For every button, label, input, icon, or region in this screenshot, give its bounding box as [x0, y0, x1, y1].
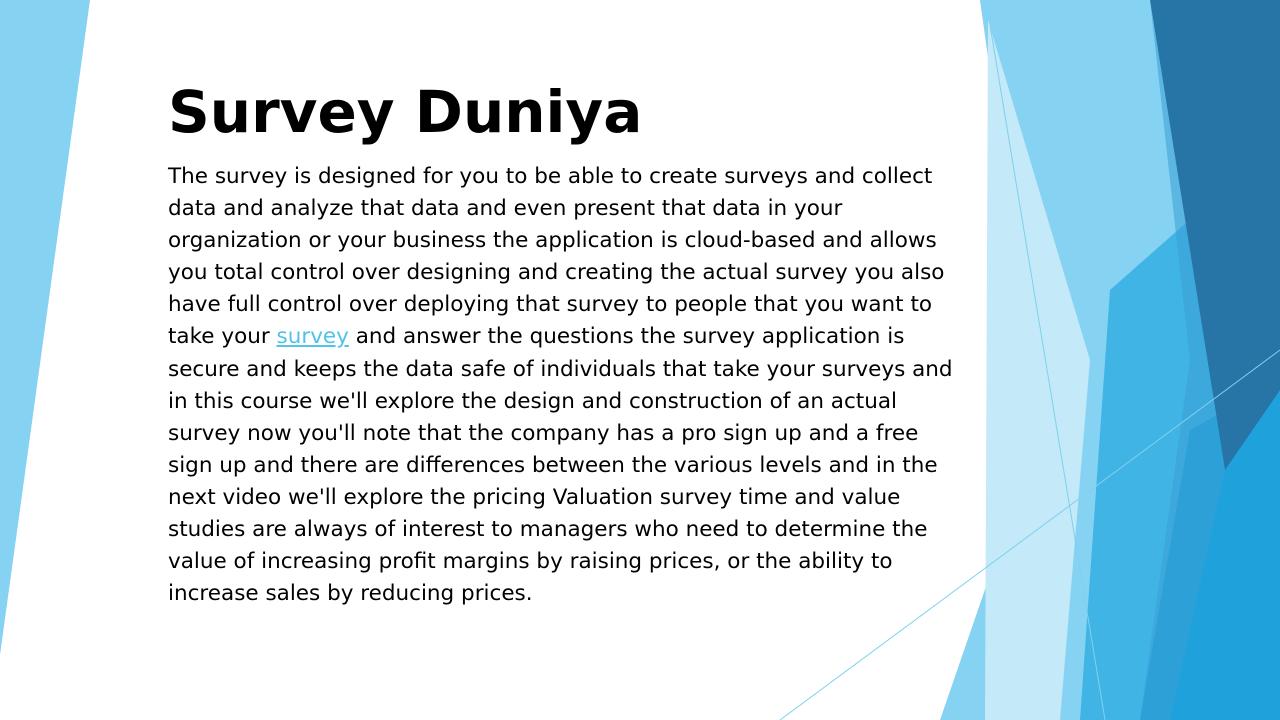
body-text-before-link: The survey is designed for you to be able to create surveys and collect data and analyze that data and even present that data in your organization or your business the application is cloud-based and allows you total control over designing and creating the actual survey you also have full control over deploying that survey to people that you want to take your: [168, 164, 945, 350]
slide-body-text: [168, 161, 968, 610]
body-text-after-link: and answer the questions the survey application is secure and keeps the data safe of individuals that take your surveys and in this course we'll explore the design and construction of an actual survey now you'll note that the company has a pro sign up and a free sign up and there are differences between the various levels and in the next video we'll explore the pricing Valuation survey time and value studies are always of interest to managers who need to determine the value of increasing profit margins by raising prices, or the ability to increase sales by reducing prices.: [168, 324, 953, 607]
left-wedge-shape: [0, 0, 90, 655]
slide-title: Survey Duniya: [168, 78, 643, 146]
survey-link[interactable]: survey: [276, 324, 349, 350]
